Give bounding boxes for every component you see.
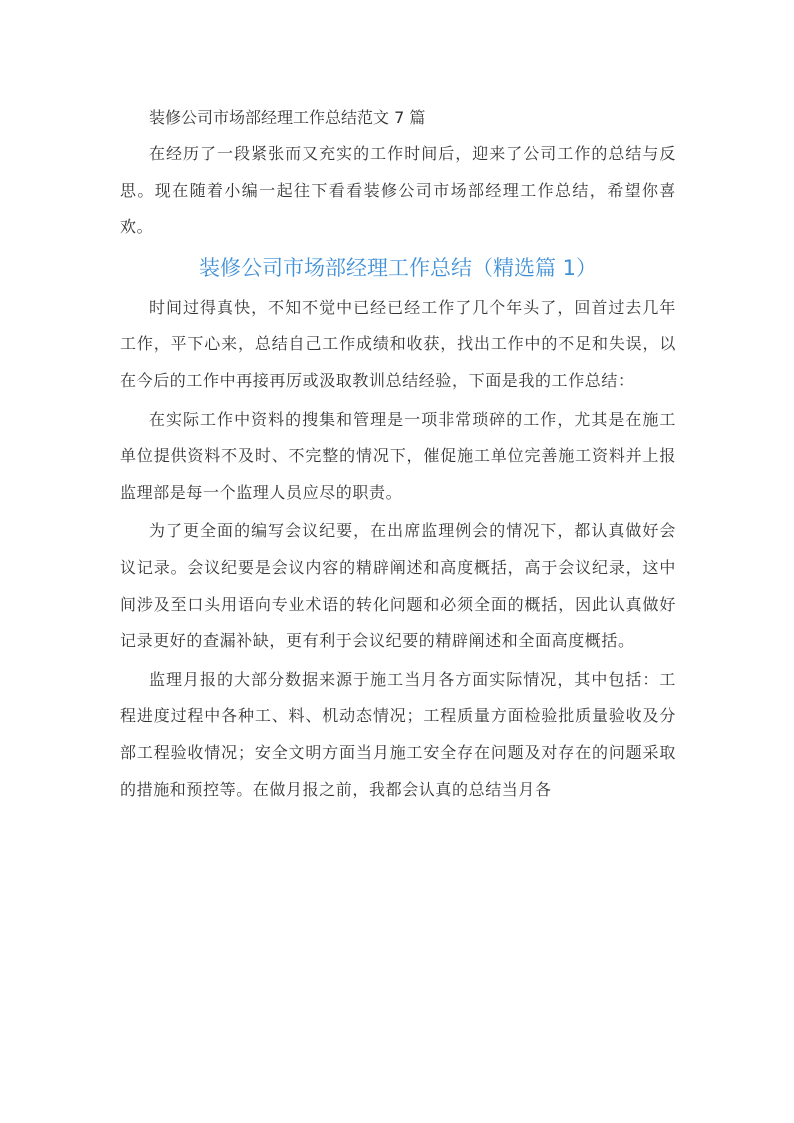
- document-body: [120, 100, 676, 808]
- body-paragraph-1: 时间过得真快，不知不觉中已经已经工作了几个年头了，回首过去几年工作，平下心来，总结自己工作成绩和收获，找出工作中的不足和失误，以在今后的工作中再接再厉或汲取教训总结经验，下面是我的工作总结：: [120, 297, 676, 390]
- section-heading: 装修公司市场部经理工作总结（精选篇 1）: [198, 255, 598, 280]
- body-paragraph-2: 在实际工作中资料的搜集和管理是一项非常琐碎的工作，尤其是在施工单位提供资料不及时、不完整的情况下，催促施工单位完善施工资料并上报监理部是每一个监理人员应尽的职责。: [120, 409, 676, 502]
- body-paragraph-4: 监理月报的大部分数据来源于施工当月各方面实际情况，其中包括：工程进度过程中各种工、料、机动态情况；工程质量方面检验批质量验收及分部工程验收情况；安全文明方面当月施工安全存在问题及对存在的问题采取的措施和预控等。在做月报之前，我都会认真的总结当月各: [120, 669, 676, 799]
- document-title: 装修公司市场部经理工作总结范文 7 篇: [149, 108, 426, 127]
- intro-paragraph: 在经历了一段紧张而又充实的工作时间后，迎来了公司工作的总结与反思。现在随着小编一起往下看看装修公司市场部经理工作总结，希望你喜欢。: [120, 144, 676, 237]
- body-paragraph-3: 为了更全面的编写会议纪要，在出席监理例会的情况下，都认真做好会议记录。会议纪要是会议内容的精辟阐述和高度概括，高于会议纪录，这中间涉及至口头用语向专业术语的转化问题和必须全面的概括，因此认真做好记录更好的查漏补缺，更有利于会议纪要的精辟阐述和全面高度概括。: [120, 521, 676, 651]
